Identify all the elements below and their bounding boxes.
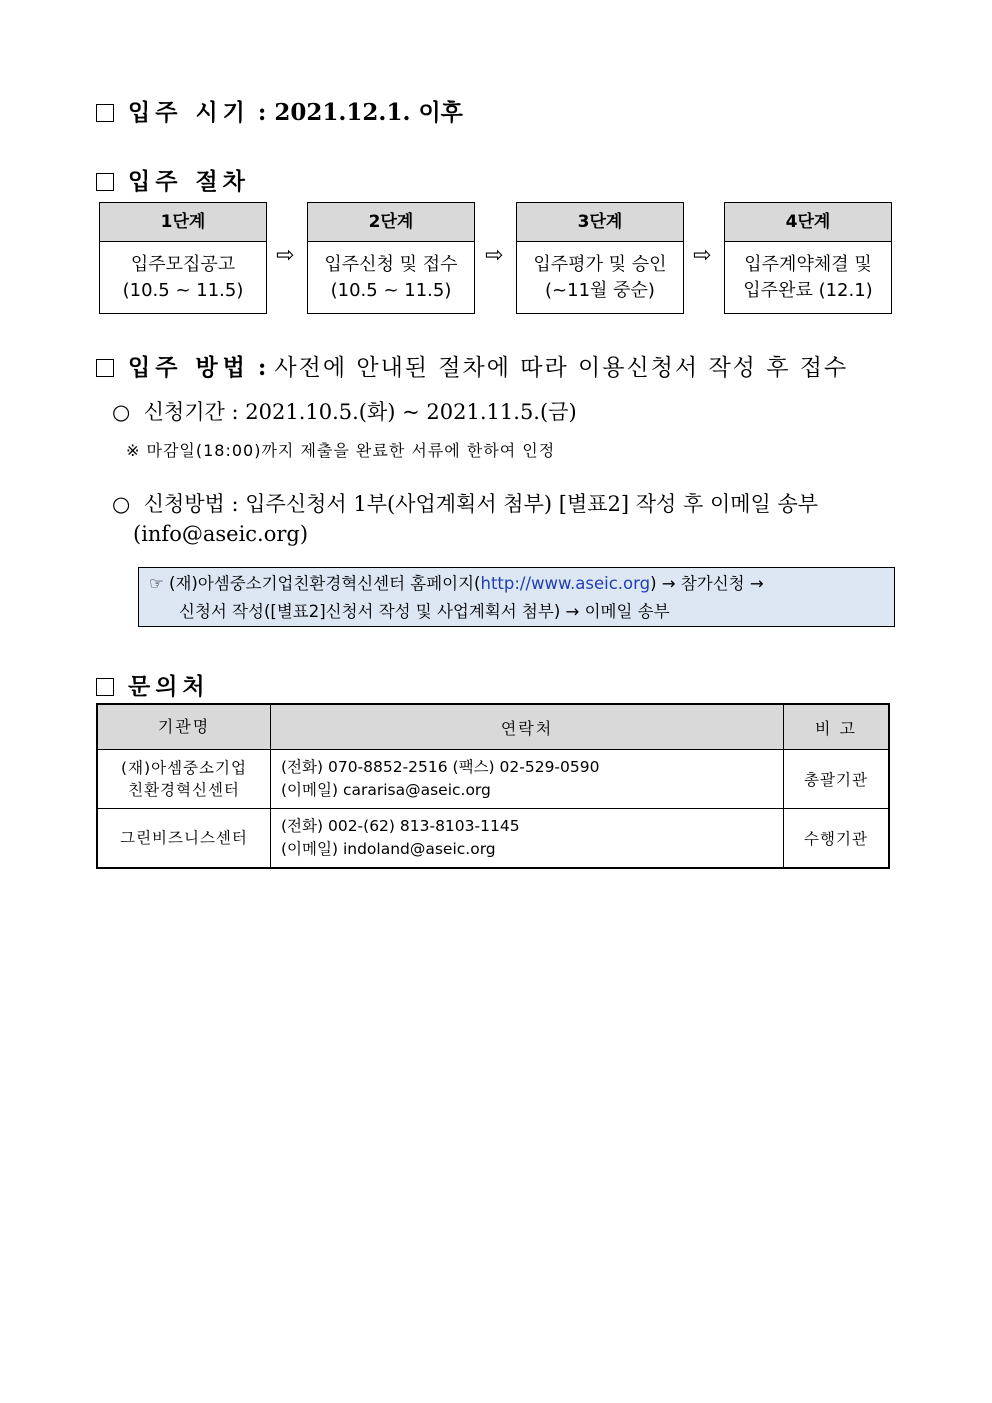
contact-cell <box>271 809 784 869</box>
contact-cell <box>271 750 784 809</box>
heading-move-in-procedure <box>96 163 250 196</box>
org-cell <box>97 809 271 869</box>
step-title: 3단계 <box>517 203 683 242</box>
org-name-line1: (재)아셈중소기업 <box>121 759 247 777</box>
column-header-contact: 연락처 <box>271 704 784 750</box>
step-box-3 <box>516 202 684 314</box>
heading-label: 입주 방법 <box>128 354 250 381</box>
note-cell: 수행기관 <box>784 809 890 869</box>
org-cell <box>97 750 271 809</box>
column-header-note: 비 고 <box>784 704 890 750</box>
deadline-note: ※ 마감일(18:00)까지 제출을 완료한 서류에 한하여 인정 <box>126 441 556 460</box>
right-arrow-icon: ⇨ <box>485 243 504 268</box>
heading-label: 입주 시기 <box>128 99 250 126</box>
application-period <box>112 396 577 426</box>
table-header-row <box>97 704 889 750</box>
hint-text-pre: ☞ (재)아셈중소기업친환경혁신센터 홈페이지( <box>149 574 481 593</box>
heading-label: 문의처 <box>128 673 210 700</box>
org-name-line2: 친환경혁신센터 <box>128 781 240 799</box>
hint-text-line2: 신청서 작성([별표2]신청서 작성 및 사업계획서 첨부) → 이메일 송부 <box>179 602 670 621</box>
circle-bullet-icon: ○ <box>112 400 131 424</box>
step-desc-line1: 입주평가 및 승인 <box>533 254 667 275</box>
application-method <box>112 488 818 518</box>
step-desc-line1: 입주계약체결 및 <box>744 254 872 275</box>
step-title: 1단계 <box>100 203 266 242</box>
phone-text: (전화) 002-(62) 813-8103-1145 <box>281 817 520 835</box>
step-box-2 <box>307 202 475 314</box>
heading-move-in-method <box>96 349 848 382</box>
step-title: 4단계 <box>725 203 891 242</box>
org-name-line1: 그린비즈니스센터 <box>120 829 248 847</box>
phone-text: (전화) 070-8852-2516 (팩스) 02-529-0590 <box>281 758 600 776</box>
application-period-text: 신청기간 : 2021.10.5.(화) ~ 2021.11.5.(금) <box>143 400 577 424</box>
heading-value: 2021.12.1. 이후 <box>274 99 463 126</box>
step-desc-line2: (~11월 중순) <box>545 280 655 301</box>
hint-text-post: ) → 참가신청 → <box>650 574 764 593</box>
checkbox-square-icon <box>96 104 114 122</box>
heading-colon: : <box>249 354 275 381</box>
step-desc-line1: 입주모집공고 <box>130 254 236 275</box>
heading-colon: : <box>249 99 275 126</box>
note-cell: 총괄기관 <box>784 750 890 809</box>
email-text: (이메일) indoland@aseic.org <box>281 840 496 858</box>
contacts-table <box>96 703 890 869</box>
circle-bullet-icon: ○ <box>112 492 131 516</box>
right-arrow-icon: ⇨ <box>276 243 295 268</box>
step-desc-line2: (10.5 ~ 11.5) <box>330 280 452 301</box>
step-box-1 <box>99 202 267 314</box>
heading-label: 입주 절차 <box>128 168 250 195</box>
step-desc-line1: 입주신청 및 접수 <box>324 254 458 275</box>
heading-move-in-date <box>96 94 463 127</box>
application-email: (info@aseic.org) <box>133 522 309 546</box>
application-method-text: 신청방법 : 입주신청서 1부(사업계획서 첨부) [별표2] 작성 후 이메일 송부 <box>143 492 819 516</box>
homepage-link[interactable]: http://www.aseic.org <box>480 574 651 593</box>
checkbox-square-icon <box>96 359 114 377</box>
heading-contacts <box>96 668 210 701</box>
checkbox-square-icon <box>96 678 114 696</box>
step-title: 2단계 <box>308 203 474 242</box>
heading-value: 사전에 안내된 절차에 따라 이용신청서 작성 후 접수 <box>274 355 849 381</box>
procedure-hint-box <box>138 567 895 627</box>
step-desc-line2: (10.5 ~ 11.5) <box>122 280 244 301</box>
column-header-org: 기관명 <box>97 704 271 750</box>
right-arrow-icon: ⇨ <box>693 243 712 268</box>
table-row <box>97 750 889 809</box>
email-text: (이메일) cararisa@aseic.org <box>281 781 491 799</box>
table-row <box>97 809 889 869</box>
step-box-4 <box>724 202 892 314</box>
checkbox-square-icon <box>96 173 114 191</box>
step-desc-line2: 입주완료 (12.1) <box>743 280 873 301</box>
